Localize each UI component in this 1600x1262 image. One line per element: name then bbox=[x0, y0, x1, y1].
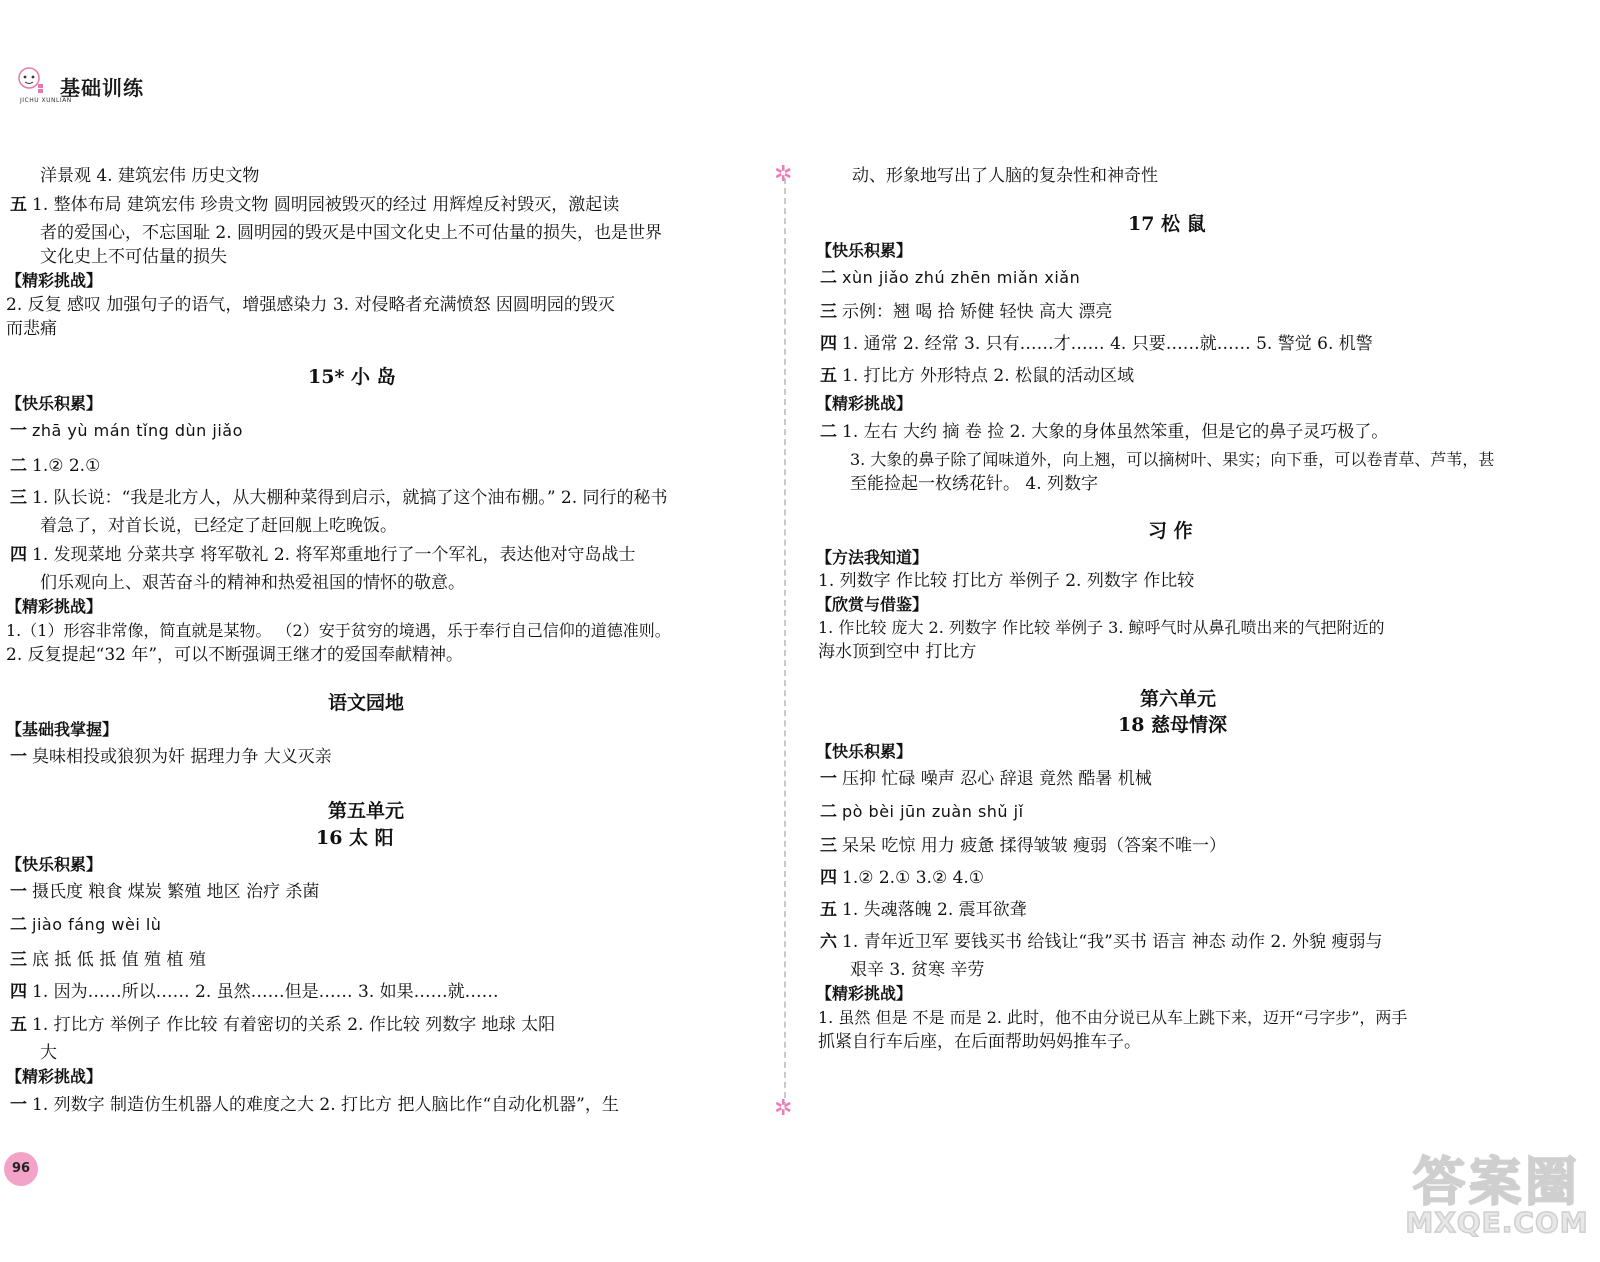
watermark bbox=[1402, 1140, 1592, 1250]
column-divider bbox=[784, 178, 786, 1108]
unit-title: 第五单元 bbox=[328, 800, 405, 822]
answer-line: 3. 大象的鼻子除了闻味道外，向上翘，可以摘树叶、果实；向下垂，可以卷青草、芦苇，甚 bbox=[850, 450, 1495, 469]
book-subtitle: JICHU XUNLIAN bbox=[20, 97, 72, 104]
section-label: 【精彩挑战】 bbox=[6, 597, 103, 616]
book-title: 基础训练 bbox=[60, 76, 144, 100]
answer-line: 二 pò bèi jūn zuàn shǔ jǐ bbox=[820, 802, 1024, 822]
right-column bbox=[800, 0, 1590, 1262]
section-label: 【快乐积累】 bbox=[816, 241, 913, 260]
lesson-title: 18 慈母情深 bbox=[1118, 714, 1228, 736]
answer-line: 二 1.② 2.① bbox=[10, 456, 101, 476]
answer-line: 二 1. 左右 大约 摘 卷 捡 2. 大象的身体虽然笨重，但是它的鼻子灵巧极了。 bbox=[820, 422, 1389, 442]
star-icon: ✲ bbox=[774, 162, 793, 187]
answer-line: 一 1. 列数字 制造仿生机器人的难度之大 2. 打比方 把人脑比作“自动化机器”，生 bbox=[10, 1095, 619, 1115]
answer-line: 洋景观 4. 建筑宏伟 历史文物 bbox=[40, 166, 260, 186]
answer-line: 四 1. 因为……所以…… 2. 虽然……但是…… 3. 如果……就…… bbox=[10, 982, 499, 1002]
answer-line: 三 底 抵 低 抵 值 殖 植 殖 bbox=[10, 950, 206, 970]
answer-line: 们乐观向上、艰苦奋斗的精神和热爱祖国的情怀的敬意。 bbox=[40, 573, 465, 593]
answer-line: 着急了，对首长说，已经定了赶回舰上吃晚饭。 bbox=[40, 516, 397, 536]
star-icon: ✲ bbox=[774, 1096, 793, 1121]
lesson-title: 17 松 鼠 bbox=[1128, 213, 1206, 235]
answer-line: 动、形象地写出了人脑的复杂性和神奇性 bbox=[852, 166, 1158, 186]
answer-line: 三 1. 队长说：“我是北方人，从大棚种菜得到启示，就搞了这个油布棚。” 2. 同行的秘书 bbox=[10, 488, 668, 508]
section-label: 【精彩挑战】 bbox=[6, 1067, 103, 1086]
answer-line: 艰辛 3. 贫寒 辛劳 bbox=[850, 960, 985, 980]
answer-line: 1.（1）形容非常像，简直就是某物。 （2）安于贫穷的境遇，乐于奉行自己信仰的道德准则。 bbox=[6, 621, 671, 640]
answer-line: 大 bbox=[40, 1043, 57, 1063]
answer-line: 而悲痛 bbox=[6, 319, 57, 339]
section-label: 【基础我掌握】 bbox=[6, 720, 119, 739]
answer-line: 四 1. 发现菜地 分菜共享 将军敬礼 2. 将军郑重地行了一个军礼，表达他对守岛战士 bbox=[10, 545, 636, 565]
section-label: 【精彩挑战】 bbox=[816, 984, 913, 1003]
lesson-title: 16 太 阳 bbox=[316, 827, 394, 849]
answer-line: 2. 反复 感叹 加强句子的语气，增强感染力 3. 对侵略者充满愤怒 因圆明园的毁灭 bbox=[6, 295, 615, 315]
left-column bbox=[0, 0, 770, 1262]
page-number: 96 bbox=[4, 1152, 38, 1186]
answer-line: 1. 虽然 但是 不是 而是 2. 此时，他不由分说已从车上跳下来，迈开“弓字步”，两手 bbox=[818, 1008, 1408, 1027]
answer-line: 至能捡起一枚绣花针。 4. 列数字 bbox=[850, 474, 1099, 494]
section-label: 【欣赏与借鉴】 bbox=[816, 595, 929, 614]
section-label: 【快乐积累】 bbox=[816, 742, 913, 761]
answer-line: 五 1. 打比方 举例子 作比较 有着密切的关系 2. 作比较 列数字 地球 太阳 bbox=[10, 1015, 556, 1035]
item-number: 五 bbox=[10, 195, 27, 215]
section-label: 【精彩挑战】 bbox=[816, 394, 913, 413]
answer-line: 一 压抑 忙碌 噪声 忍心 辞退 竟然 酷暑 机械 bbox=[820, 769, 1152, 789]
answer-line: 五 1. 整体布局 建筑宏伟 珍贵文物 圆明园被毁灭的经过 用辉煌反衬毁灭，激起读 bbox=[10, 195, 620, 215]
answer-line: 1. 列数字 作比较 打比方 举例子 2. 列数字 作比较 bbox=[818, 571, 1195, 591]
answer-line: 1. 作比较 庞大 2. 列数字 作比较 举例子 3. 鲸呼气时从鼻孔喷出来的气把附近的 bbox=[818, 618, 1385, 637]
answer-line: 一 摄氏度 粮食 煤炭 繁殖 地区 治疗 杀菌 bbox=[10, 882, 320, 902]
section-label: 【精彩挑战】 bbox=[6, 271, 103, 290]
section-title: 语文园地 bbox=[328, 692, 405, 714]
watermark-top: 答案圈 bbox=[1412, 1153, 1581, 1213]
answer-line: 2. 反复提起“32 年”，可以不断强调王继才的爱国奉献精神。 bbox=[6, 645, 464, 665]
answer-line: 二 jiào fáng wèi lù bbox=[10, 915, 162, 935]
answer-line: 文化史上不可估量的损失 bbox=[40, 247, 227, 267]
answer-line: 四 1. 通常 2. 经常 3. 只有……才…… 4. 只要……就…… 5. 警觉 6. 机警 bbox=[820, 334, 1373, 354]
section-label: 【快乐积累】 bbox=[6, 394, 103, 413]
answer-line: 二 xùn jiǎo zhú zhēn miǎn xiǎn bbox=[820, 268, 1081, 288]
answer-line: 五 1. 失魂落魄 2. 震耳欲聋 bbox=[820, 900, 1027, 920]
section-title: 习 作 bbox=[1148, 520, 1193, 542]
lesson-title: 15* 小 岛 bbox=[308, 366, 396, 388]
watermark-bottom: MXQE.COM bbox=[1405, 1206, 1589, 1239]
answer-line: 三 示例：翘 喝 拾 矫健 轻快 高大 漂亮 bbox=[820, 302, 1113, 322]
answer-line: 五 1. 打比方 外形特点 2. 松鼠的活动区域 bbox=[820, 366, 1135, 386]
answer-line: 海水顶到空中 打比方 bbox=[818, 642, 977, 662]
section-label: 【方法我知道】 bbox=[816, 548, 929, 567]
answer-line: 一 zhā yù mán tǐng dùn jiǎo bbox=[10, 421, 243, 441]
answer-line: 三 呆呆 吃惊 用力 疲惫 揉得皱皱 瘦弱（答案不唯一） bbox=[820, 836, 1227, 856]
answer-line: 一 臭味相投或狼狈为奸 据理力争 大义灭亲 bbox=[10, 747, 332, 767]
section-label: 【快乐积累】 bbox=[6, 855, 103, 874]
answer-line: 四 1.② 2.① 3.② 4.① bbox=[820, 868, 985, 888]
answer-line: 者的爱国心，不忘国耻 2. 圆明园的毁灭是中国文化史上不可估量的损失，也是世界 bbox=[40, 223, 663, 243]
unit-title: 第六单元 bbox=[1140, 688, 1217, 710]
answer-line: 六 1. 青年近卫军 要钱买书 给钱让“我”买书 语言 神态 动作 2. 外貌 瘦弱与 bbox=[820, 932, 1383, 952]
answer-line: 抓紧自行车后座，在后面帮助妈妈推车子。 bbox=[818, 1032, 1141, 1052]
